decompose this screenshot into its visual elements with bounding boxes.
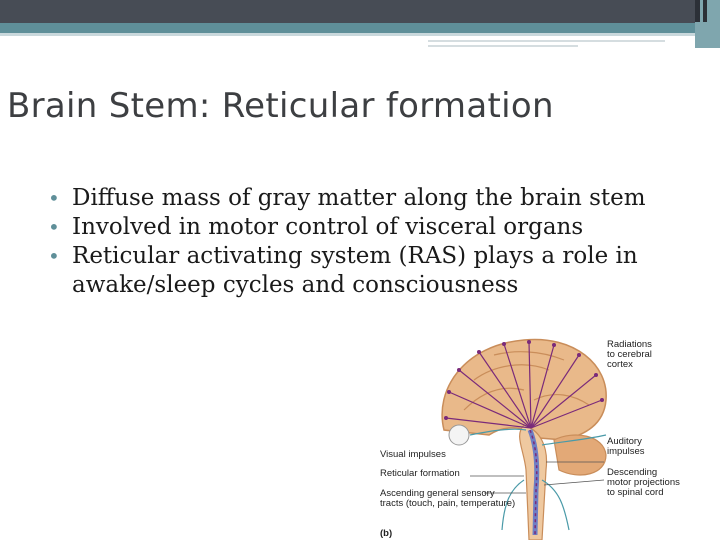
bullet-list xyxy=(48,184,688,300)
label-panel: (b) xyxy=(380,528,393,539)
label-visual: Visual impulses xyxy=(380,449,446,460)
bullet-text: Involved in motor control of visceral organs xyxy=(72,214,584,240)
top-bar xyxy=(0,0,720,23)
label-descending: Descending motor projections to spinal cord xyxy=(607,467,680,498)
bullet-text: Reticular activating system (RAS) plays a role in awake/sleep cycles and consciousness xyxy=(72,243,638,298)
bullet-item xyxy=(48,242,688,300)
bullet-text: Diffuse mass of gray matter along the brain stem xyxy=(72,185,646,211)
brain-diagram xyxy=(374,330,720,540)
cerebellum-shape xyxy=(554,435,606,475)
label-auditory: Auditory impulses xyxy=(607,436,645,457)
top-accent-bar xyxy=(0,23,720,33)
corner-decoration xyxy=(695,0,700,22)
bullet-item xyxy=(48,213,688,242)
bullet-icon: • xyxy=(48,186,60,210)
decor-line xyxy=(428,45,578,47)
top-light-bar xyxy=(0,33,720,36)
bullet-icon: • xyxy=(48,244,60,268)
label-reticular: Reticular formation xyxy=(380,468,460,479)
label-radiations: Radiations to cerebral cortex xyxy=(607,339,652,370)
eye-shape xyxy=(449,425,469,445)
bullet-item xyxy=(48,184,688,213)
slide-title: Brain Stem: Reticular formation xyxy=(7,86,554,126)
bullet-icon: • xyxy=(48,215,60,239)
label-ascending: Ascending general sensory tracts (touch, pain, temperature) xyxy=(380,488,516,509)
corner-decoration xyxy=(703,0,707,22)
decor-line xyxy=(428,40,665,42)
